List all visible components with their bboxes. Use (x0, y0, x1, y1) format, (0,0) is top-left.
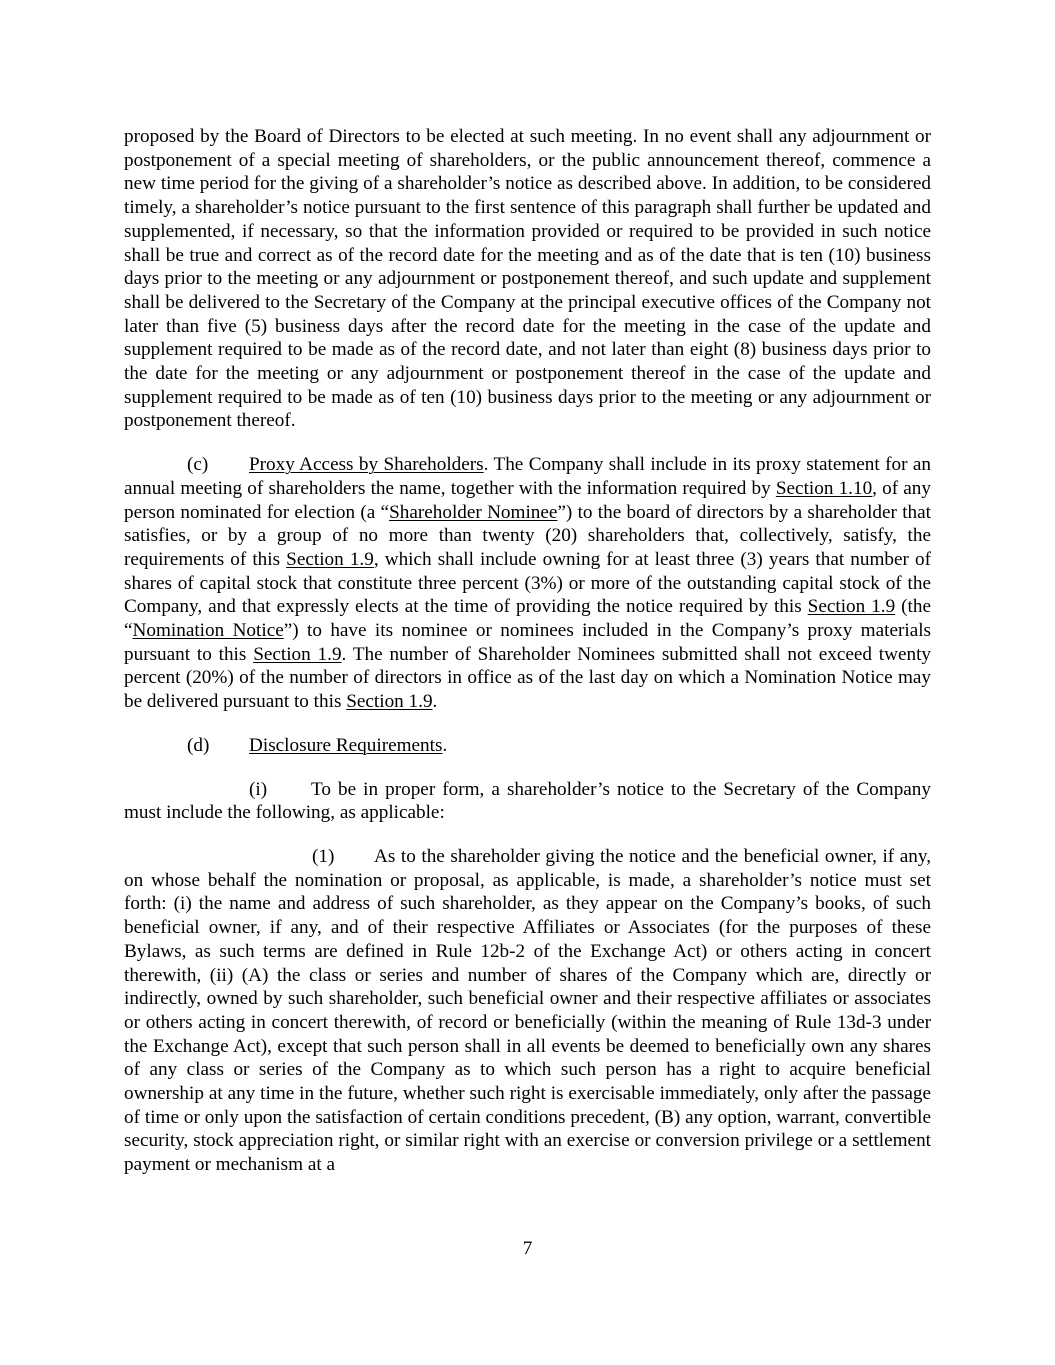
defined-term: Shareholder Nominee (389, 501, 558, 523)
section-c-text: ”) to have its nominee or nominees included in the Company’s proxy materials pursuant to this (124, 620, 932, 665)
section-d-title: Disclosure Requirements (249, 734, 443, 756)
defined-term: Nomination Notice (132, 620, 284, 642)
section-reference: Section 1.9 (346, 691, 433, 713)
section-c-text: , which shall include owning for at least three (3) years that number of shares of capital stock that constitute three percent (3%) or more of the outstanding capital stock of the Company, and that expressly elects at the time of providing the notice required by this (124, 548, 931, 618)
section-c-text: ”) to the board of directors by a shareholder that satisfies, or by a group of no more than twenty (20) shareholders that, collectively, satisfy, the requirements of this (124, 501, 931, 570)
item-1-label: (1) (312, 845, 335, 867)
paragraph-subsection-i (124, 778, 931, 825)
paragraph-carryover: proposed by the Board of Directors to be elected at such meeting. In no event shall any adjournment or postponement of a special meeting of shareholders, or the public announcement thereof, commence a new time period for the giving of a shareholder’s notice as described above. In addition, to be considered timely, a shareholder’s notice pursuant to the first sentence of this paragraph shall further be updated and supplemented, if necessary, so that the information provided or required to be provided in such notice shall be true and correct as of the record date for the meeting and as of the date that is ten (10) business days prior to the meeting or any adjournment or postponement thereof, and such update and supplement shall be delivered to the Secretary of the Company at the principal executive offices of the Company not later than five (5) business days after the record date for the meeting in the case of the update and supplement required to be made as of the record date, and not later than eight (8) business days prior to the date for the meeting or any adjournment or postponement thereof in the case of the update and supplement required to be made as of ten (10) business days prior to the meeting or any adjournment or postponement thereof. (124, 126, 931, 432)
section-reference: Section 1.9 (253, 643, 342, 665)
section-d-text: . (442, 734, 448, 756)
section-c-label: (c) (187, 454, 209, 476)
section-reference: Section 1.9 (807, 596, 896, 618)
section-c-text: (the “ (124, 596, 931, 642)
heading-section-d (124, 734, 931, 758)
subsection-i-text: To be in proper form, a shareholder’s notice to the Secretary of the Company must include the following, as applicable: (124, 778, 931, 824)
page-number: 7 (522, 1238, 533, 1259)
section-d-label: (d) (187, 734, 210, 756)
paragraph-section-c (124, 453, 931, 714)
section-c-text: . (432, 691, 438, 713)
subsection-i-label: (i) (249, 778, 268, 800)
section-c-text: . The Company shall include in its proxy statement for an annual meeting of shareholders the name, together with the information required by (124, 454, 931, 499)
section-c-text: , of any person nominated for election (a “ (124, 477, 931, 523)
paragraph-item-1 (124, 845, 931, 1177)
section-c-text: . The number of Shareholder Nominees submitted shall not exceed twenty percent (20%) of the number of directors in office as of the last day on which a Nomination Notice may be delivered pursuant to this (124, 643, 931, 713)
section-reference: Section 1.9 (286, 548, 374, 570)
section-reference: Section 1.10 (775, 477, 873, 499)
section-c-title: Proxy Access by Shareholders (249, 454, 484, 476)
item-1-text: As to the shareholder giving the notice and the beneficial owner, if any, on whose behalf the nomination or proposal, as applicable, is made, a shareholder’s notice must set forth: (i) the name and address of such shareholder, as they appear on the Company’s books, of such beneficial owner, if any, and of their respective Affiliates or Associates (for the purposes of these Bylaws, as such terms are defined in Rule 12b-2 of the Exchange Act) or others acting in concert therewith, (ii) (A) the class or series and number of shares of the Company which are, directly or indirectly, owned by such shareholder, such beneficial owner and their respective affiliates or associates or others acting in concert therewith, of record or beneficially (within the meaning of Rule 13d-3 under the Exchange Act), except that such person shall in all events be deemed to beneficially own any shares of any class or series of the Company as to which such person has a right to acquire beneficial ownership at any time in the future, whether such right is exercisable immediately, only after the passage of time or only upon the satisfaction of certain conditions precedent, (B) any option, warrant, convertible security, stock appreciation right, or similar right with an exercise or conversion privilege or a settlement payment or mechanism at a (124, 845, 931, 1176)
document-page (124, 125, 931, 1177)
